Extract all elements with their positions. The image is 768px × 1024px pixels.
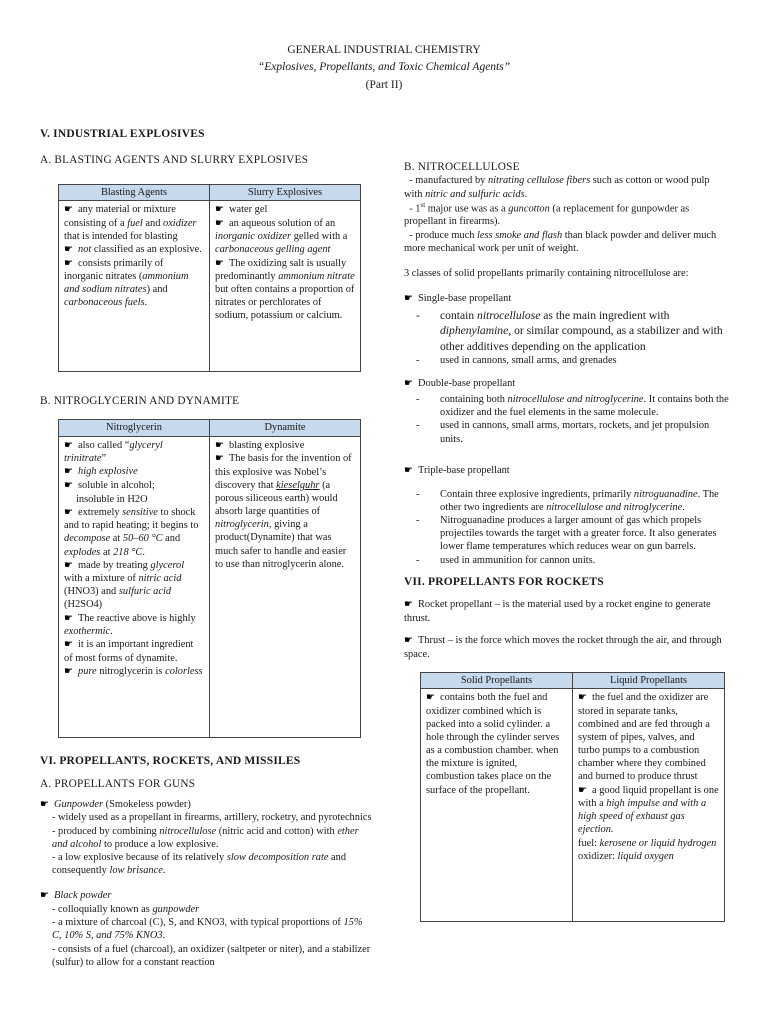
left-column [40, 127, 372, 969]
single-base-block [404, 292, 730, 367]
list-item: ☛ not classified as an explosive. [64, 243, 202, 255]
solid-propellants-header: Solid Propellants [421, 673, 573, 689]
list-item: ☛ water gel [215, 204, 268, 216]
list-item: ☛ blasting explosive [215, 439, 305, 451]
list-item: ☛ pure nitroglycerin is colorless [64, 665, 203, 677]
pointing-hand-icon: ☛ [578, 692, 587, 704]
pointing-hand-icon: ☛ [64, 612, 73, 624]
pointing-hand-icon: ☛ [64, 466, 73, 478]
blasting-agents-cell [59, 201, 210, 372]
single-base-list [416, 308, 730, 367]
gunpowder-heading: ☛ Gunpowder (Smokeless powder) [40, 798, 191, 810]
list-item: ☛ a good liquid propellant is one with a high impulse and with a high speed of exhaust gas ejection. [578, 784, 719, 836]
list-item: ☛ consists primarily of inorganic nitrates (ammonium and sodium nitrates) and carbonaceous fuels. [64, 257, 189, 309]
nitrocellulose-title: B. NITROCELLULOSE [404, 161, 520, 173]
list-item: ☛ the fuel and the oxidizer are stored in separate tanks, combined and are fed through a system of pipes, valves, and turbo pumps to a combustion chamber where they combined and burned to produce thrust [578, 692, 710, 783]
list-item: ☛ also called “glyceryl trinitrate” [64, 439, 163, 465]
dynamite-cell [210, 436, 361, 737]
fuel-line: fuel: kerosene or liquid hydrogen [578, 837, 717, 849]
document-title: GENERAL INDUSTRIAL CHEMISTRY [287, 44, 481, 56]
pointing-hand-icon: ☛ [215, 439, 224, 451]
pointing-hand-icon: ☛ [404, 635, 413, 647]
nitroglycerin-header: Nitroglycerin [59, 420, 210, 436]
nitrocellulose-line-1: - manufactured by nitrating cellulose fibers such as cotton or wood pulp with nitric and sulfuric acids. [404, 175, 710, 200]
liquid-propellants-header: Liquid Propellants [573, 673, 725, 689]
pointing-hand-icon: ☛ [404, 464, 413, 476]
pointing-hand-icon: ☛ [64, 479, 73, 491]
list-item: - used in cannons, small arms, and grenades [416, 354, 730, 367]
pointing-hand-icon: ☛ [426, 692, 435, 704]
list-item: ☛ it is an important ingredient of most forms of dynamite. [64, 639, 194, 664]
pointing-hand-icon: ☛ [64, 559, 73, 571]
pointing-hand-icon: ☛ [64, 439, 73, 451]
pointing-hand-icon: ☛ [404, 378, 413, 390]
nitroglycerin-cell [59, 436, 210, 737]
list-item: - Nitroguanadine produces a larger amount of gas which propels projectiles towards the target with a greater force. It also generates lower flame temperatures which reduces wear on gun barrels. [416, 514, 730, 554]
pointing-hand-icon: ☛ [578, 784, 587, 796]
section-5a-title: A. BLASTING AGENTS AND SLURRY EXPLOSIVES [40, 153, 309, 166]
double-base-heading: ☛ Double-base propellant [404, 378, 516, 390]
solid-liquid-propellants-table [420, 672, 725, 922]
nitrocellulose-line-2: - 1st major use was as a guncotton (a replacement for gunpowder as propellant in firearms). [404, 200, 690, 228]
list-item: ☛ high explosive [64, 466, 138, 478]
classes-intro: 3 classes of solid propellants primarily containing nitrocellulose are: [404, 268, 689, 280]
list-item: ☛ contains both the fuel and oxidizer combined which is packed into a solid cylinder. a hole through the cylinder serves as a combustion chamber. when the mixture is ignited, combustion takes place on the surface of the propellant. [426, 692, 560, 796]
dynamite-header: Dynamite [210, 420, 361, 436]
list-item: ☛ made by treating glycerol with a mixture of nitric acid (HNO3) and sulfuric acid (H2SO4) [64, 559, 185, 611]
pointing-hand-icon: ☛ [215, 217, 224, 229]
double-base-block [404, 377, 730, 446]
list-item: - used in ammunition for cannon units. [416, 554, 730, 567]
document-part: (Part II) [365, 78, 403, 91]
gunpowder-line-3: - a low explosive because of its relatively slow decomposition rate and consequently low brisance. [52, 851, 347, 877]
list-item: ☛ any material or mixture consisting of a fuel and oxidizer that is intended for blasting [64, 204, 197, 242]
pointing-hand-icon: ☛ [40, 798, 49, 810]
nitroglycerin-dynamite-table [58, 419, 361, 737]
slurry-explosives-cell [210, 201, 361, 372]
black-powder-line-1: - colloquially known as gunpowder [52, 904, 200, 916]
section-7-title: VII. PROPELLANTS FOR ROCKETS [404, 575, 604, 588]
black-powder-heading: ☛ Black powder [40, 890, 112, 902]
pointing-hand-icon: ☛ [64, 243, 73, 255]
pointing-hand-icon: ☛ [404, 599, 413, 611]
single-base-heading: ☛ Single-base propellant [404, 293, 512, 305]
list-item: ☛ an aqueous solution of an inorganic oxidizer gelled with a carbonaceous gelling agent [215, 217, 348, 256]
gunpowder-line-1: - widely used as a propellant in firearms, artillery, rocketry, and pyrotechnics [52, 812, 372, 824]
gunpowder-block [40, 798, 372, 878]
pointing-hand-icon: ☛ [64, 257, 73, 269]
section-6-title: VI. PROPELLANTS, ROCKETS, AND MISSILES [40, 754, 301, 767]
section-5b-title: B. NITROGLYCERIN AND DYNAMITE [40, 395, 240, 408]
pointing-hand-icon: ☛ [215, 204, 224, 216]
list-item: ☛ The basis for the invention of this explosive was Nobel’s discovery that kieselguhr (a porous siliceous earth) would absorb large quantities of nitroglycerin, giving a product(Dynamite) that was much safer to handle and easier to use than nitroglycerin alone. [215, 453, 352, 570]
triple-base-list [416, 488, 730, 567]
solid-propellants-cell [421, 689, 573, 922]
triple-base-block [404, 464, 730, 567]
list-item: - contain nitrocellulose as the main ingredient with diphenylamine, or similar compound, as a stabilizer and with other additives depending on the application [416, 308, 730, 354]
pointing-hand-icon: ☛ [215, 257, 224, 269]
double-base-list [416, 393, 730, 446]
triple-base-heading: ☛ Triple-base propellant [404, 464, 510, 476]
black-powder-line-3: - consists of a fuel (charcoal), an oxidizer (saltpeter or niter), and a stabilizer (sulfur) to allow for a constant reaction [52, 943, 371, 968]
pointing-hand-icon: ☛ [64, 204, 73, 216]
pointing-hand-icon: ☛ [64, 665, 73, 677]
thrust-definition: ☛ Thrust – is the force which moves the rocket through the air, and through space. [404, 635, 722, 660]
section-5-title: V. INDUSTRIAL EXPLOSIVES [40, 128, 205, 140]
liquid-propellants-cell [573, 689, 725, 922]
pointing-hand-icon: ☛ [404, 293, 413, 305]
slurry-explosives-header: Slurry Explosives [210, 184, 361, 200]
gunpowder-line-2: - produced by combining nitrocellulose (nitric acid and cotton) with ether and alcohol to produce a low explosive. [52, 825, 359, 850]
document-subtitle: “Explosives, Propellants, and Toxic Chemical Agents” [257, 61, 511, 74]
list-item: - Contain three explosive ingredients, primarily nitroguanadine. The other two ingredients are nitrocellulose and nitroglycerine. [416, 488, 730, 514]
nitrocellulose-line-3: - produce much less smoke and flash than black powder and deliver much more mechanical work per unit of weight. [404, 229, 717, 254]
blasting-agents-header: Blasting Agents [59, 184, 210, 200]
right-column [404, 160, 730, 922]
black-powder-line-2: - a mixture of charcoal (C), S, and KNO3, with typical proportions of 15% C, 10% S, and 75% KNO3. [52, 917, 363, 942]
rocket-propellant-definition: ☛ Rocket propellant – is the material used by a rocket engine to generate thrust. [404, 599, 711, 625]
pointing-hand-icon: ☛ [64, 506, 73, 518]
list-item: ☛ The oxidizing salt is usually predominantly ammonium nitrate but often contains a proportion of nitrates or perchlorates of sodium, potassium or calcium. [215, 257, 355, 322]
list-item: - used in cannons, small arms, mortars, rockets, and jet propulsion units. [416, 419, 730, 445]
list-item: ☛ soluble in alcohol; insoluble in H2O [64, 479, 155, 505]
pointing-hand-icon: ☛ [40, 890, 49, 902]
pointing-hand-icon: ☛ [64, 639, 73, 651]
pointing-hand-icon: ☛ [215, 453, 224, 465]
section-6a-title: A. PROPELLANTS FOR GUNS [40, 778, 196, 791]
list-item: - containing both nitrocellulose and nitroglycerine. It contains both the oxidizer and the fuel elements in the same molecule. [416, 393, 730, 419]
document-header [0, 42, 768, 94]
blasting-slurry-table [58, 184, 361, 372]
black-powder-block [40, 889, 372, 969]
list-item: ☛ extremely sensitive to shock and to rapid heating; it begins to decompose at 50–60 °C and explodes at 218 °C. [64, 506, 199, 558]
oxidizer-line: oxidizer: liquid oxygen [578, 850, 674, 862]
list-item: ☛ The reactive above is highly exothermic. [64, 612, 196, 638]
